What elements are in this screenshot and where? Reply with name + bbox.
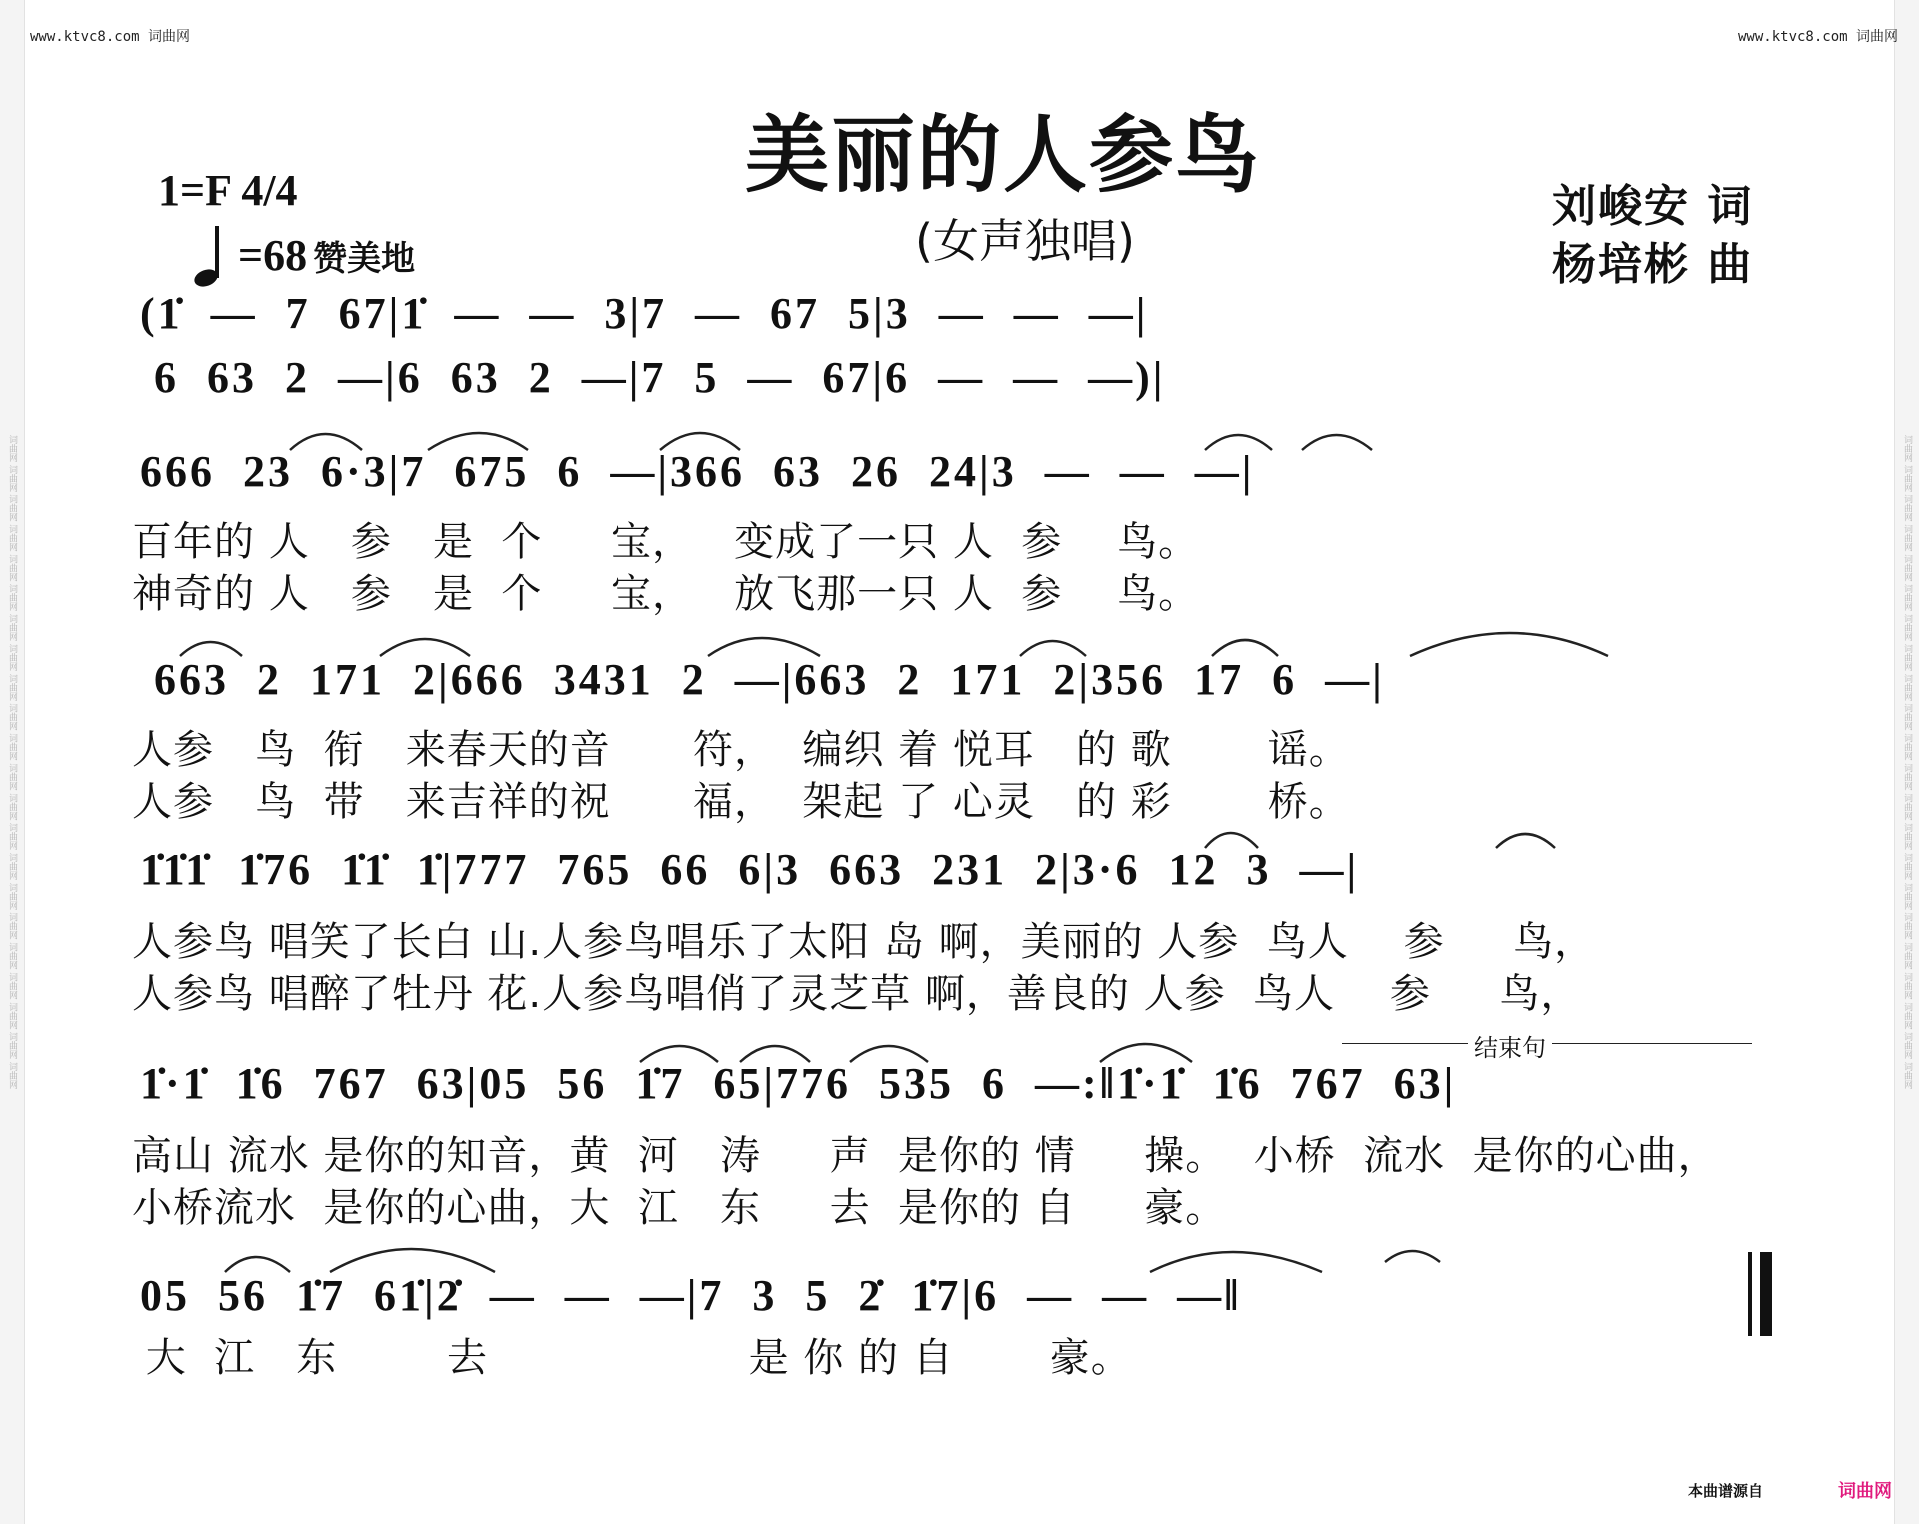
lyric-line-3: 人参 鸟 衔 来春天的音 符， 编织 着 悦耳 的 歌 谣。	[132, 727, 1350, 773]
song-title: 美丽的人参鸟	[745, 106, 1262, 204]
composer-credit: 杨培彬 曲	[1552, 239, 1754, 290]
lyric-line-6: 人参鸟 唱醉了牡丹 花.人参鸟唱俏了灵芝草 啊，善良的 人参 鸟人 参 鸟，	[132, 971, 1582, 1017]
final-barline-icon	[1748, 1252, 1774, 1336]
notation-row-4: 663 2 171 2|666 3431 2 —|663 2 171 2|356 17 6 —|	[140, 655, 1385, 704]
notation-row-1: (1̇ — 7 67|1̇ — — 3|7 — 67 5|3 — — —|	[140, 289, 1149, 338]
ending-label: 结束句	[1468, 1028, 1552, 1063]
lyric-line-8: 小桥流水 是你的心曲，大 江 东 去 是你的 自 豪。	[132, 1185, 1227, 1231]
notation-row-6: 1̇·1̇ 1̇6 767 63|05 56 1̇7 65|776 535 6 —:‖1̇·1̇ 1̇6 767 63|	[140, 1059, 1457, 1108]
lyric-line-1: 百年的 人 参 是 个 宝， 变成了一只 人 参 鸟。	[132, 519, 1200, 565]
source-site-link[interactable]: 词曲网	[1838, 1481, 1892, 1502]
left-site-url: www.ktvc8.com 词曲网	[30, 29, 191, 45]
lyric-line-7: 高山 流水 是你的知音，黄 河 涛 声 是你的 情 操。 小桥 流水 是你的心曲，	[132, 1133, 1719, 1179]
source-note: 本曲谱源自	[1688, 1482, 1764, 1500]
notation-row-3: 666 23 6·3|7 675 6 —|366 63 26 24|3 — — —|	[140, 447, 1255, 496]
quarter-note-icon	[192, 222, 228, 288]
key-signature: 1=F 4/4	[158, 166, 298, 215]
tempo-value: =68	[238, 230, 308, 280]
lyric-line-9: 大 江 东 去 是 你 的 自 豪。	[132, 1335, 1132, 1381]
notation-row-5: 1̇1̇1̇ 1̇76 1̇1̇ 1̇|777 765 66 6|3 663 231 2|3·6 12 3 —|	[140, 845, 1360, 894]
song-subtitle: (女声独唱)	[915, 214, 1135, 268]
lyric-line-5: 人参鸟 唱笑了长白 山.人参鸟唱乐了太阳 岛 啊，美丽的 人参 鸟人 参 鸟，	[132, 919, 1596, 965]
slur-arc	[1150, 1252, 1322, 1272]
slur-arc	[1410, 633, 1608, 656]
tempo-marking	[192, 222, 415, 288]
lyricist-credit: 刘峻安 词	[1552, 181, 1754, 232]
right-site-url: www.ktvc8.com 词曲网	[1738, 29, 1899, 45]
slur-arc	[1385, 1251, 1440, 1262]
notation-row-7: 05 56 1̇7 61̇|2̇ — — —|7 3 5 2̇ 1̇7|6 — — —‖	[140, 1271, 1242, 1320]
lyric-line-4: 人参 鸟 带 来吉祥的祝 福， 架起 了 心灵 的 彩 桥。	[132, 779, 1350, 825]
right-watermark-strip: 词曲网 词曲网 词曲网 词曲网 词曲网 词曲网 词曲网 词曲网 词曲网 词曲网 词曲网 词曲网 词曲网 词曲网 词曲网 词曲网 词曲网 词曲网 词曲网 词曲网 词曲网 词曲网	[1894, 0, 1919, 1524]
notation-row-2: 6 63 2 —|6 63 2 —|7 5 — 67|6 — — —)|	[140, 353, 1166, 402]
lyric-line-2: 神奇的 人 参 是 个 宝， 放飞那一只 人 参 鸟。	[132, 571, 1200, 617]
expression-marking: 赞美地	[313, 238, 416, 279]
left-watermark-strip: 词曲网 词曲网 词曲网 词曲网 词曲网 词曲网 词曲网 词曲网 词曲网 词曲网 词曲网 词曲网 词曲网 词曲网 词曲网 词曲网 词曲网 词曲网 词曲网 词曲网 词曲网 词曲网	[0, 0, 25, 1524]
slur-arc	[330, 1249, 495, 1272]
